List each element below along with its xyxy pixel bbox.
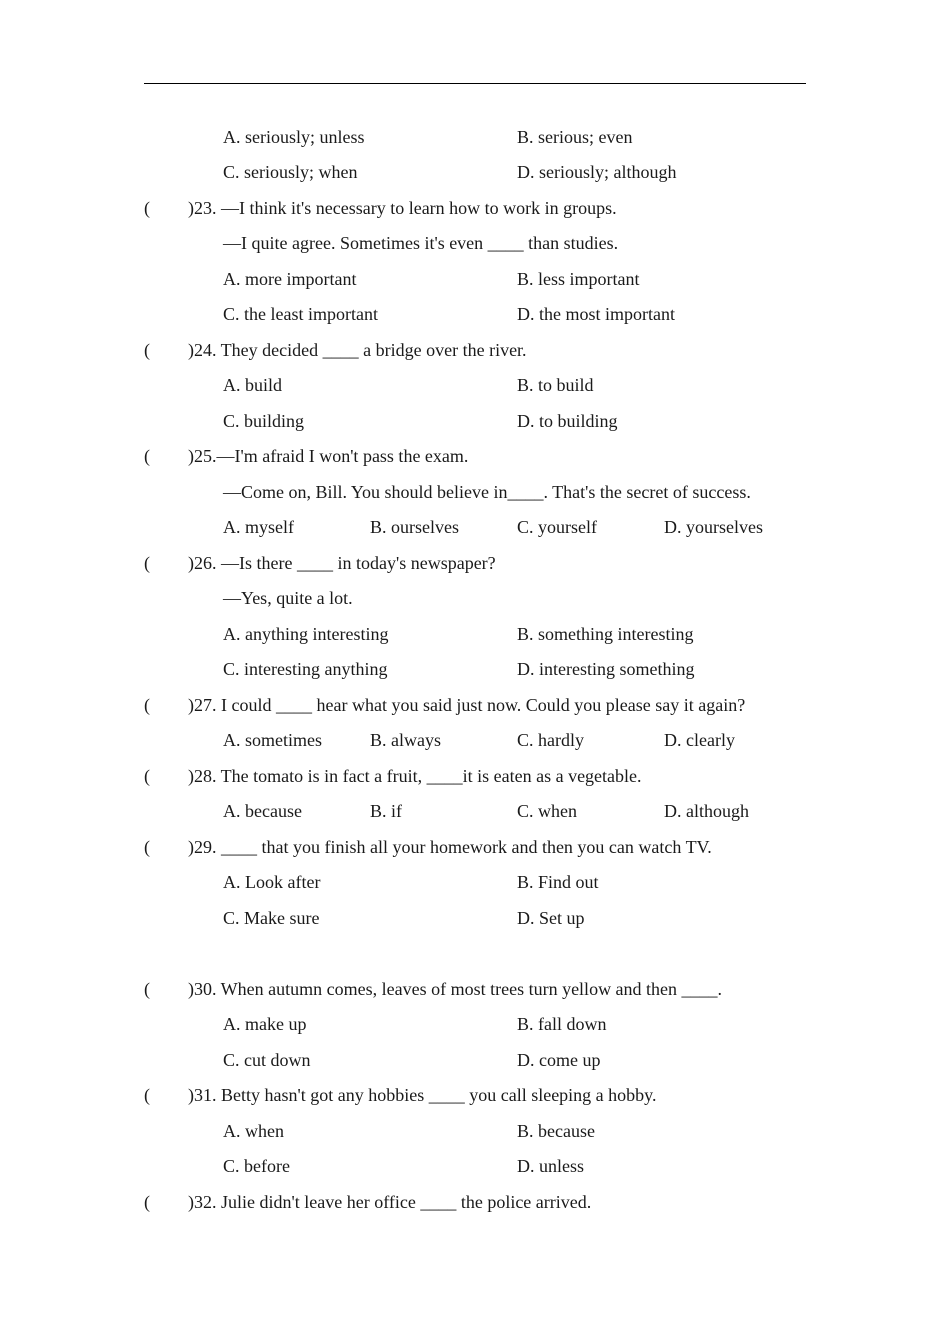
answer-blank[interactable]: (: [144, 766, 150, 786]
answer-blank[interactable]: (: [144, 198, 150, 218]
question-stem: )29. ____ that you finish all your homework and then you can watch TV.: [188, 837, 712, 857]
answer-blank[interactable]: (: [144, 340, 150, 360]
option-d: D. yourselves: [664, 517, 763, 537]
option-a: A. because: [223, 801, 302, 821]
option-d: D. although: [664, 801, 749, 821]
option-a: A. seriously; unless: [223, 127, 365, 147]
option-b: B. to build: [517, 375, 594, 395]
option-d: D. interesting something: [517, 659, 695, 679]
option-a: A. myself: [223, 517, 294, 537]
option-b: B. because: [517, 1121, 595, 1141]
question-stem-reply: —Come on, Bill. You should believe in____. That's the secret of success.: [223, 482, 751, 502]
option-a: A. build: [223, 375, 283, 395]
option-a: A. anything interesting: [223, 624, 389, 644]
option-d: D. to building: [517, 411, 618, 431]
option-b: B. serious; even: [517, 127, 633, 147]
option-b: B. Find out: [517, 872, 599, 892]
option-c: C. hardly: [517, 730, 584, 750]
answer-blank[interactable]: (: [144, 979, 150, 999]
answer-blank[interactable]: (: [144, 1085, 150, 1105]
option-b: B. always: [370, 730, 441, 750]
answer-blank[interactable]: (: [144, 837, 150, 857]
question-stem-reply: —I quite agree. Sometimes it's even ____ than studies.: [223, 233, 619, 253]
option-b: B. fall down: [517, 1014, 607, 1034]
option-c: C. building: [223, 411, 305, 431]
option-c: C. interesting anything: [223, 659, 388, 679]
question-stem: )23. —I think it's necessary to learn how to work in groups.: [188, 198, 617, 218]
option-d: D. come up: [517, 1050, 601, 1070]
option-b: B. if: [370, 801, 403, 821]
option-a: A. Look after: [223, 872, 321, 892]
option-a: A. make up: [223, 1014, 307, 1034]
answer-blank[interactable]: (: [144, 695, 150, 715]
question-stem: )26. —Is there ____ in today's newspaper?: [188, 553, 496, 573]
question-stem-reply: —Yes, quite a lot.: [223, 588, 353, 608]
question-stem: )31. Betty hasn't got any hobbies ____ you call sleeping a hobby.: [188, 1085, 657, 1105]
option-b: B. ourselves: [370, 517, 459, 537]
question-stem: )24. They decided ____ a bridge over the river.: [188, 340, 527, 360]
answer-blank[interactable]: (: [144, 446, 150, 466]
option-c: C. when: [517, 801, 577, 821]
option-c: C. cut down: [223, 1050, 311, 1070]
question-stem: )25.—I'm afraid I won't pass the exam.: [188, 446, 469, 466]
option-b: B. something interesting: [517, 624, 694, 644]
question-stem: )30. When autumn comes, leaves of most trees turn yellow and then ____.: [188, 979, 723, 999]
option-a: A. more important: [223, 269, 357, 289]
question-stem: )28. The tomato is in fact a fruit, ____it is eaten as a vegetable.: [188, 766, 642, 786]
question-stem: )27. I could ____ hear what you said just now. Could you please say it again?: [188, 695, 746, 715]
option-b: B. less important: [517, 269, 640, 289]
question-stem: )32. Julie didn't leave her office ____ the police arrived.: [188, 1192, 592, 1212]
option-d: D. seriously; although: [517, 162, 677, 182]
answer-blank[interactable]: (: [144, 553, 150, 573]
option-d: D. unless: [517, 1156, 584, 1176]
option-d: D. clearly: [664, 730, 735, 750]
option-c: C. yourself: [517, 517, 597, 537]
option-a: A. sometimes: [223, 730, 322, 750]
option-a: A. when: [223, 1121, 284, 1141]
option-c: C. seriously; when: [223, 162, 358, 182]
header-rule: [144, 83, 806, 84]
option-c: C. before: [223, 1156, 290, 1176]
option-d: D. Set up: [517, 908, 585, 928]
option-c: C. the least important: [223, 304, 378, 324]
option-c: C. Make sure: [223, 908, 320, 928]
answer-blank[interactable]: (: [144, 1192, 150, 1212]
option-d: D. the most important: [517, 304, 675, 324]
